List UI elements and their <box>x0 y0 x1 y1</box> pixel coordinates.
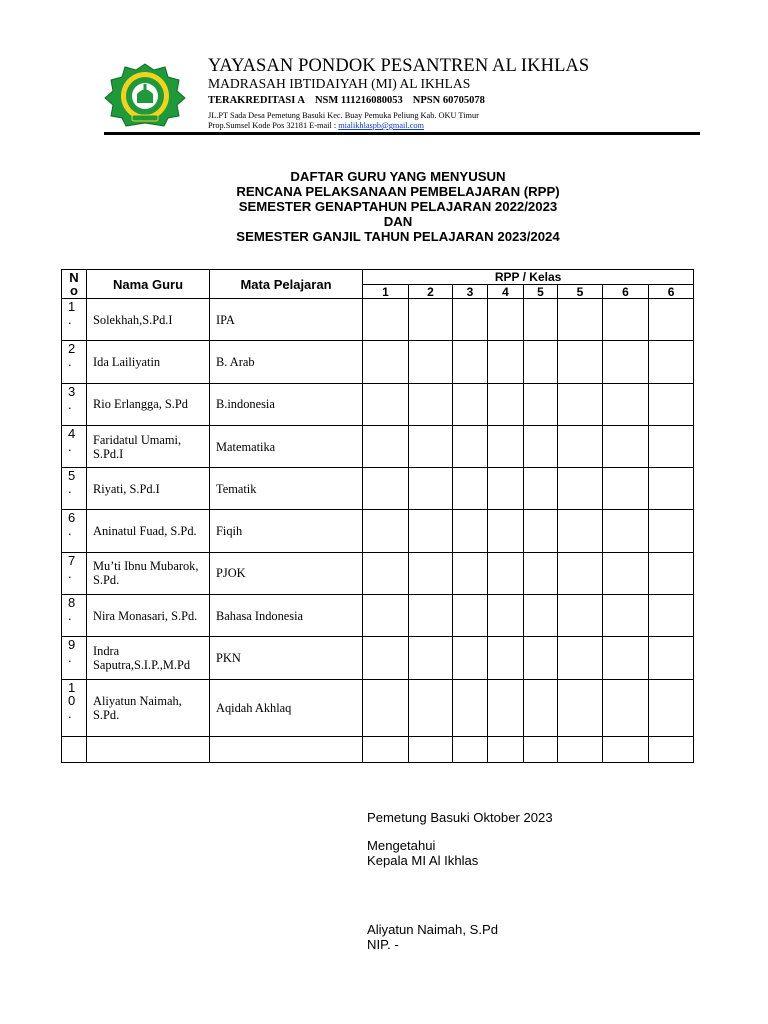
address-line-2 <box>208 121 589 131</box>
rpp-cell <box>558 679 603 736</box>
header-class-7: 6 <box>603 285 649 299</box>
empty-cell <box>409 736 453 762</box>
rpp-cell <box>558 468 603 510</box>
rpp-cell <box>488 552 524 594</box>
header-no: N o <box>62 270 87 299</box>
rpp-cell <box>649 552 694 594</box>
rpp-cell <box>603 595 649 637</box>
rpp-cell <box>363 468 409 510</box>
rpp-cell <box>603 341 649 383</box>
rpp-cell <box>363 299 409 341</box>
empty-cell <box>558 736 603 762</box>
rpp-cell <box>558 341 603 383</box>
empty-cell <box>363 736 409 762</box>
rpp-cell <box>524 299 558 341</box>
row-number: 3 . <box>62 383 87 425</box>
rpp-cell <box>453 595 488 637</box>
rpp-cell <box>558 383 603 425</box>
rpp-cell <box>409 552 453 594</box>
teacher-name: Solekhah,S.Pd.I <box>87 299 210 341</box>
subject-name: Tematik <box>210 468 363 510</box>
subject-name: IPA <box>210 299 363 341</box>
rpp-cell <box>453 679 488 736</box>
rpp-cell <box>524 552 558 594</box>
rpp-cell <box>603 468 649 510</box>
rpp-cell <box>453 552 488 594</box>
subject-name: Bahasa Indonesia <box>210 595 363 637</box>
rpp-cell <box>453 637 488 679</box>
teacher-name: Mu’ti Ibnu Mubarok, S.Pd. <box>87 552 210 594</box>
rpp-cell <box>649 595 694 637</box>
document-title <box>0 169 768 244</box>
row-number: 1 . <box>62 299 87 341</box>
npsn: NPSN 60705078 <box>412 95 485 106</box>
table-row <box>62 637 694 679</box>
rpp-cell <box>409 383 453 425</box>
rpp-cell <box>363 679 409 736</box>
rpp-cell <box>524 510 558 552</box>
address-line-1: JL.PT Sada Desa Pemetung Basuki Kec. Buay Pemuka Peliung Kab. OKU Timur <box>208 111 479 120</box>
subject-name: PJOK <box>210 552 363 594</box>
row-number: 5 . <box>62 468 87 510</box>
letterhead <box>208 55 589 131</box>
acknowledged-label: Mengetahui <box>367 838 436 853</box>
title-line-2: RENCANA PELAKSANAAN PEMBELAJARAN (RPP) <box>236 184 560 199</box>
teacher-name: Aninatul Fuad, S.Pd. <box>87 510 210 552</box>
header-class-5: 5 <box>524 285 558 299</box>
empty-cell <box>62 736 87 762</box>
empty-cell <box>524 736 558 762</box>
teacher-name: Riyati, S.Pd.I <box>87 468 210 510</box>
rpp-cell <box>488 425 524 467</box>
rpp-cell <box>453 425 488 467</box>
title-line-3: SEMESTER GENAPTAHUN PELAJARAN 2022/2023 <box>238 199 558 214</box>
rpp-cell <box>649 299 694 341</box>
rpp-cell <box>524 383 558 425</box>
header-name: Nama Guru <box>87 270 210 299</box>
rpp-cell <box>603 552 649 594</box>
address-prefix: Prop.Sumsel Kode Pos 32181 E-mail : <box>208 121 339 130</box>
rpp-cell <box>488 595 524 637</box>
rpp-cell <box>453 299 488 341</box>
table-row <box>62 679 694 736</box>
teacher-name: Ida Lailiyatin <box>87 341 210 383</box>
table-row <box>62 595 694 637</box>
rpp-cell <box>558 299 603 341</box>
rpp-cell <box>363 552 409 594</box>
place-date: Pemetung Basuki Oktober 2023 <box>367 810 553 825</box>
rpp-cell <box>363 425 409 467</box>
school-name: MADRASAH IBTIDAIYAH (MI) AL IKHLAS <box>208 76 471 91</box>
row-number: 7 . <box>62 552 87 594</box>
rpp-cell <box>488 468 524 510</box>
rpp-cell <box>363 595 409 637</box>
header-class-3: 3 <box>453 285 488 299</box>
rpp-cell <box>453 510 488 552</box>
rpp-cell <box>488 679 524 736</box>
rpp-cell <box>558 552 603 594</box>
header-subject: Mata Pelajaran <box>210 270 363 299</box>
table-row <box>62 341 694 383</box>
subject-name: Aqidah Akhlaq <box>210 679 363 736</box>
rpp-cell <box>409 341 453 383</box>
subject-name: Matematika <box>210 425 363 467</box>
empty-cell <box>210 736 363 762</box>
empty-cell <box>488 736 524 762</box>
rpp-cell <box>488 510 524 552</box>
header-class-1: 1 <box>363 285 409 299</box>
rpp-cell <box>488 341 524 383</box>
rpp-cell <box>453 341 488 383</box>
rpp-cell <box>558 637 603 679</box>
subject-name: PKN <box>210 637 363 679</box>
rpp-cell <box>603 679 649 736</box>
rpp-cell <box>363 510 409 552</box>
rpp-cell <box>603 425 649 467</box>
email-link[interactable]: mialikhlaspb@gmail.com <box>338 121 424 130</box>
rpp-cell <box>409 679 453 736</box>
empty-cell <box>649 736 694 762</box>
rpp-cell <box>409 299 453 341</box>
headmaster-nip: NIP. - <box>367 937 399 952</box>
rpp-cell <box>488 383 524 425</box>
row-number: 2 . <box>62 341 87 383</box>
accreditation-line <box>208 94 589 107</box>
rpp-cell <box>488 299 524 341</box>
teacher-name: Faridatul Umami, S.Pd.I <box>87 425 210 467</box>
empty-cell <box>603 736 649 762</box>
rpp-cell <box>488 637 524 679</box>
rpp-cell <box>649 637 694 679</box>
header-class-4: 4 <box>488 285 524 299</box>
table-row <box>62 552 694 594</box>
rpp-cell <box>524 637 558 679</box>
rpp-cell <box>409 510 453 552</box>
subject-name: B.indonesia <box>210 383 363 425</box>
rpp-cell <box>524 425 558 467</box>
rpp-cell <box>524 341 558 383</box>
rpp-cell <box>524 468 558 510</box>
table-row <box>62 299 694 341</box>
rpp-cell <box>558 510 603 552</box>
rpp-cell <box>409 425 453 467</box>
header-rpp: RPP / Kelas <box>363 270 694 285</box>
rpp-cell <box>603 299 649 341</box>
table-row-empty <box>62 736 694 762</box>
headmaster-name: Aliyatun Naimah, S.Pd <box>367 922 499 937</box>
school-logo <box>104 63 186 127</box>
rpp-cell <box>558 425 603 467</box>
subject-name: Fiqih <box>210 510 363 552</box>
rpp-cell <box>409 637 453 679</box>
rpp-cell <box>558 595 603 637</box>
teacher-name: Indra Saputra,S.I.P.,M.Pd <box>87 637 210 679</box>
rpp-cell <box>409 595 453 637</box>
table-row <box>62 383 694 425</box>
rpp-cell <box>649 341 694 383</box>
table-row <box>62 468 694 510</box>
row-number: 9 . <box>62 637 87 679</box>
rpp-cell <box>524 679 558 736</box>
subject-name: B. Arab <box>210 341 363 383</box>
rpp-cell <box>603 637 649 679</box>
rpp-cell <box>603 510 649 552</box>
row-number: 1 0 . <box>62 679 87 736</box>
teacher-name: Nira Monasari, S.Pd. <box>87 595 210 637</box>
foundation-name: YAYASAN PONDOK PESANTREN AL IKHLAS <box>208 56 590 76</box>
empty-cell <box>87 736 210 762</box>
rpp-cell <box>603 383 649 425</box>
header-class-2: 2 <box>409 285 453 299</box>
rpp-cell <box>453 383 488 425</box>
empty-cell <box>453 736 488 762</box>
teacher-name: Rio Erlangga, S.Pd <box>87 383 210 425</box>
rpp-cell <box>649 468 694 510</box>
rpp-cell <box>409 468 453 510</box>
row-number: 4 . <box>62 425 87 467</box>
teacher-name: Aliyatun Naimah, S.Pd. <box>87 679 210 736</box>
header-class-8: 6 <box>649 285 694 299</box>
rpp-cell <box>649 383 694 425</box>
title-line-1: DAFTAR GURU YANG MENYUSUN <box>290 169 506 184</box>
nsm: NSM 111216080053 <box>314 95 403 106</box>
letterhead-divider <box>104 132 700 135</box>
rpp-cell <box>524 595 558 637</box>
row-number: 8 . <box>62 595 87 637</box>
headmaster-position: Kepala MI Al Ikhlas <box>367 853 479 868</box>
accreditation: TERAKREDITASI A <box>208 95 305 106</box>
rpp-cell <box>649 510 694 552</box>
table-row <box>62 510 694 552</box>
rpp-cell <box>363 341 409 383</box>
rpp-cell <box>649 425 694 467</box>
table-row <box>62 425 694 467</box>
teacher-table <box>61 269 694 763</box>
rpp-cell <box>363 383 409 425</box>
row-number: 6 . <box>62 510 87 552</box>
rpp-cell <box>649 679 694 736</box>
header-class-6: 5 <box>558 285 603 299</box>
title-line-5: SEMESTER GANJIL TAHUN PELAJARAN 2023/2024 <box>236 229 560 244</box>
title-line-4: DAN <box>383 214 413 229</box>
rpp-cell <box>363 637 409 679</box>
rpp-cell <box>453 468 488 510</box>
